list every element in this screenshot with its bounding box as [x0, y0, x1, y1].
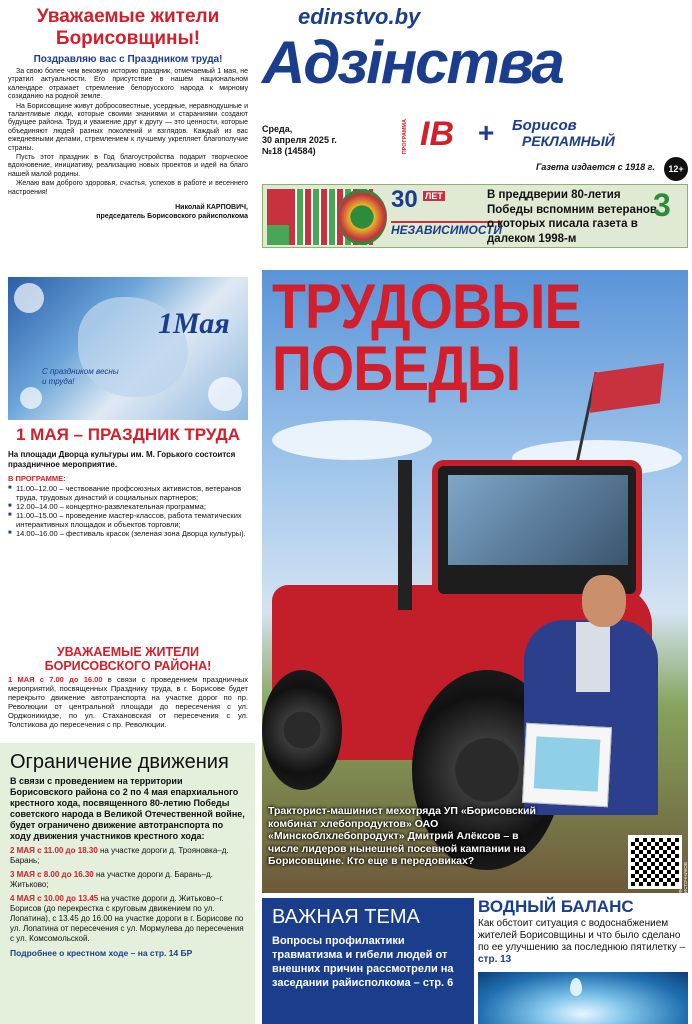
water-drop-icon	[570, 978, 582, 996]
headline-line-1: ТРУДОВЫЕ	[272, 272, 581, 342]
published-since: Газета издается с 1918 г.	[536, 162, 655, 172]
water-splash-image	[478, 972, 688, 1024]
traffic-item-text: на участке дороги д. Житьково–г. Борисов (до перекрестка с круговым движением по ул. Лопатина), с 13.45 до 16.00 на участке дороги в г. Борисове по ул. Лопатина от пересечения с ул. Мормулева до пересечения с ул. Комсомольской.	[10, 894, 244, 943]
greeting-paragraph: Желаю вам доброго здоровья, счастья, успехов в работе и весеннего настроения!	[8, 180, 248, 196]
festival-title: 1 МАЯ – ПРАЗДНИК ТРУДА	[15, 425, 241, 444]
festival-program-list	[8, 484, 248, 538]
issue-date: 30 апреля 2025 г.	[262, 135, 337, 145]
greeting-title: Уважаемые жители Борисовщины!	[36, 6, 220, 49]
traffic-more-link[interactable]: Подробнее о крестном ходе – на стр. 14 БР	[10, 948, 193, 958]
site-url[interactable]: edinstvo.by	[298, 4, 421, 29]
brand-line-2: РЕКЛАМНЫЙ	[522, 133, 615, 149]
greeting-subtitle: Поздравляю вас с Праздником труда!	[33, 54, 223, 65]
traffic-item-date: 2 МАЯ с 11.00 до 18.30	[10, 846, 98, 855]
festival-program-label: В ПРОГРАММЕ:	[8, 474, 66, 483]
may-card-subtext: С праздником весны и труда!	[42, 367, 119, 386]
water-body: Как обстоит ситуация с водоснабжением жителей Борисовщины и что было сделано по ее улучшению за последнюю пятилетку –	[478, 918, 686, 953]
traffic-restriction-block	[0, 743, 255, 1024]
banner-page-number: 3	[653, 187, 671, 223]
issue-day: Среда,	[262, 124, 293, 134]
water-balance-teaser[interactable]	[478, 898, 688, 1024]
road-notice-block	[8, 645, 248, 729]
plus-sign: +	[478, 117, 495, 148]
greeting-paragraph: За свою более чем вековую историю праздник, отмечаемый 1 мая, не утратил актуальности. Его присутствие в нашем национальном календаре отражает стремление белорусского народа к мирному созиданию на родной земле.	[8, 68, 248, 101]
road-notice-time: 1 МАЯ с 7.00 до 16.00	[8, 675, 103, 684]
road-notice-title: УВАЖАЕМЫЕ ЖИТЕЛИ БОРИСОВСКОГО РАЙОНА!	[44, 645, 212, 673]
tractor-window	[448, 475, 628, 565]
festival-block	[8, 425, 248, 538]
issue-info	[262, 124, 337, 157]
program-item: ■ 12.00–14.00 – концертно-развлекательная программа;	[8, 502, 248, 511]
banner-independence: НЕЗАВИСИМОСТИ	[391, 223, 502, 237]
road-notice-text	[8, 675, 248, 729]
cover-caption: Тракторист-машинист мехотряда УП «Борисовский комбинат хлебопродуктов» ОАО «Минскоблхлебопродукт» Дмитрий Алёксов – в числе лидеров нынешней посевной кампании на Борисовщине. Кто еще в передовиках?	[268, 805, 536, 867]
qr-code-icon[interactable]	[628, 835, 682, 889]
traffic-item	[10, 846, 245, 866]
water-title: ВОДНЫЙ БАЛАНС	[478, 897, 634, 916]
traffic-item-date: 3 МАЯ с 8.00 до 16.30	[10, 870, 94, 879]
age-rating-badge: 12+	[664, 157, 688, 181]
traffic-lead: В связи с проведением на территории Борисовского района со 2 по 4 мая епархиального крестного хода, посвященного 80-летию Победы советского народа в Великой Отечественной войне, будет ограничено движение автотранспорта по ходу движения участников крестного хода:	[10, 776, 245, 841]
man-shirt	[576, 622, 610, 692]
greeting-paragraph: Пусть этот праздник в Год благоустройства подарит творческое вдохновение, инициативу, реализацию новых проектов и идей на благо нашей малой родины.	[8, 154, 248, 178]
signature-title: председатель Борисовского райисполкома	[96, 213, 248, 221]
certificate-document	[522, 723, 612, 807]
brand-line-1: Борисов	[512, 117, 577, 134]
traffic-item	[10, 894, 245, 944]
greeting-signature	[8, 203, 248, 221]
certificate-image	[534, 736, 601, 791]
important-title: ВАЖНАЯ ТЕМА	[272, 906, 420, 928]
traffic-title: Ограничение движения	[10, 751, 229, 773]
flower-decoration	[208, 377, 242, 411]
masthead-title: Адзінства	[262, 29, 563, 96]
cover-photo	[262, 270, 688, 893]
state-emblem-icon	[337, 189, 387, 245]
flower-decoration	[20, 387, 42, 409]
cover-headline	[272, 272, 581, 404]
flower-decoration	[14, 283, 44, 313]
water-page-ref: стр. 13	[478, 954, 512, 965]
belarus-flag-icon	[267, 189, 289, 245]
banner-teaser-text: В преддверии 80-летия Победы вспомним ветеранов, о которых писала газета в далеком 1998-м	[487, 189, 661, 245]
flag-on-tractor	[590, 363, 664, 413]
cloud-shape	[272, 420, 432, 460]
headline-line-2: ПОБЕДЫ	[272, 334, 521, 404]
program-item: ■ 11.00–12.00 – чествование профсоюзных активистов, ветеранов труда, трудовых династий и социальных партнеров;	[8, 484, 248, 502]
man-head	[582, 575, 626, 627]
water-text	[478, 918, 688, 966]
program-item: ■ 14.00–16.00 – фестиваль красок (зеленая зона Дворца культуры).	[8, 529, 248, 538]
tractor-exhaust	[398, 460, 412, 610]
festival-intro: На площади Дворца культуры им. М. Горького состоится праздничное мероприятие.	[8, 450, 236, 469]
program-label: ПРОГРАММА	[402, 119, 408, 155]
ib-logo: IB	[420, 115, 454, 153]
may-card-big-text: 1Мая	[158, 307, 230, 340]
traffic-item-date: 4 МАЯ с 10.00 до 13.45	[10, 894, 99, 903]
greeting-paragraph: На Борисовщине живут добросовестные, усердные, неравнодушные и талантливые люди, которые своими знаниями и стараниями создают будущее района. Труд и уважение друг к другу — это ценности, которые объединяют людей разных поколений и взглядов. Каждый из вас ежедневными делами, стремлением к лучшему укрепляет благополучие страны.	[8, 102, 248, 152]
independence-banner[interactable]	[262, 184, 688, 248]
greeting-block	[8, 6, 248, 271]
banner-thirty: 30	[391, 186, 418, 213]
photo-credit: ФОТО ИЗ ОТКРЫТЫХ ИСТОЧНИКОВ	[678, 845, 688, 893]
banner-let: ЛЕТ	[425, 191, 443, 201]
traffic-item-text: на участке дороги д. Барань–д. Житьково;	[10, 870, 213, 889]
program-item: ■ 11.00–15.00 – проведение мастер-классов, работа тематических интерактивных площадок и объектов торговли;	[8, 511, 248, 529]
tractor-wheel	[262, 670, 342, 790]
traffic-item	[10, 870, 245, 890]
signature-name: Николай КАРПОВИЧ,	[175, 204, 248, 212]
may-day-card-image	[8, 277, 248, 420]
issue-number: №18 (14584)	[262, 146, 316, 156]
traffic-item-text: на участке дороги д. Трояновка–д. Барань;	[10, 846, 229, 865]
supplement-logo	[400, 115, 690, 155]
important-text: Вопросы профилактики травматизма и гибели людей от внешних причин рассмотрели на заседании райисполкома – стр. 6	[272, 935, 454, 989]
important-topic-teaser[interactable]	[262, 898, 474, 1024]
road-notice-body: в связи с проведением праздничных мероприятий, посвященных Празднику труда, в г. Борисове будет перекрыто движение автотранспорта на участке дорог по пр. Революции от центральной площади до пересечения с ул. Орджоникидзе, по ул. Стахановская от пересечения с ул. Толстикова до пересечения с пр. Революции.	[8, 675, 248, 729]
